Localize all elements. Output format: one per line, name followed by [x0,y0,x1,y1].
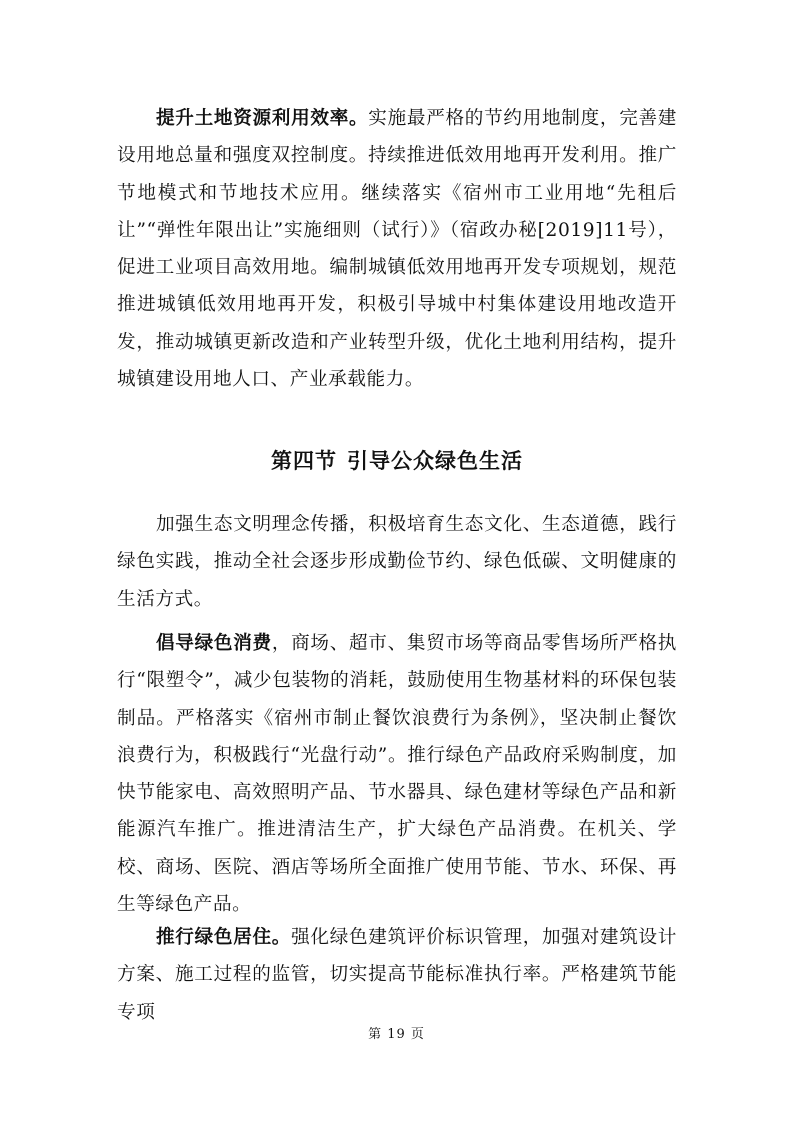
page-number: 第 19 页 [368,1027,425,1042]
paragraph-land-resources [117,100,677,398]
section-number: 第四节 [271,449,337,473]
paragraph-lead-land-resources: 提升土地资源利用效率。 [156,108,369,129]
paragraph-eco-civilization [117,506,677,618]
paragraph-body-land-resources: 实施最严格的节约用地制度，完善建设用地总量和强度双控制度。持续推进低效用地再开发利用。推广节地模式和节地技术应用。继续落实《宿州市工业用地“先租后让”“弹性年限出让”实施细则（试行）》（宿政办秘[2019]11号），促进工业项目高效用地。编制城镇低效用地再开发专项规划，规范推进城镇低效用地再开发，积极引导城中村集体建设用地改造开发，推动城镇更新改造和产业转型升级，优化土地利用结构，提升城镇建设用地人口、产业承载能力。 [117,108,677,391]
paragraph-lead-green-living: 推行绿色居住。 [156,927,292,948]
paragraph-body-green-consumption: ，商场、超市、集贸市场等商品零售场所严格执行“限塑令”，减少包装物的消耗，鼓励使用生物基材料的环保包装制品。严格落实《宿州市制止餐饮浪费行为条例》，坚决制止餐饮浪费行为，积极践行“光盘行动”。推行绿色产品政府采购制度，加快节能家电、高效照明产品、节水器具、绿色建材等绿色产品和新能源汽车推广。推进清洁生产，扩大绿色产品消费。在机关、学校、商场、医院、酒店等场所全面推广使用节能、节水、环保、再生等绿色产品。 [117,633,677,916]
paragraph-green-living [117,919,677,1031]
paragraph-green-consumption [117,625,677,923]
paragraph-lead-green-consumption: 倡导绿色消费 [156,633,272,654]
section-title: 引导公众绿色生活 [347,449,523,473]
paragraph-body-eco-civilization: 加强生态文明理念传播，积极培育生态文化、生态道德，践行绿色实践，推动全社会逐步形成勤俭节约、绿色低碳、文明健康的生活方式。 [117,514,677,610]
paragraph-body-green-living: 强化绿色建筑评价标识管理，加强对建筑设计方案、施工过程的监管，切实提高节能标准执行率。严格建筑节能专项 [117,927,677,1023]
section-heading [117,446,677,476]
